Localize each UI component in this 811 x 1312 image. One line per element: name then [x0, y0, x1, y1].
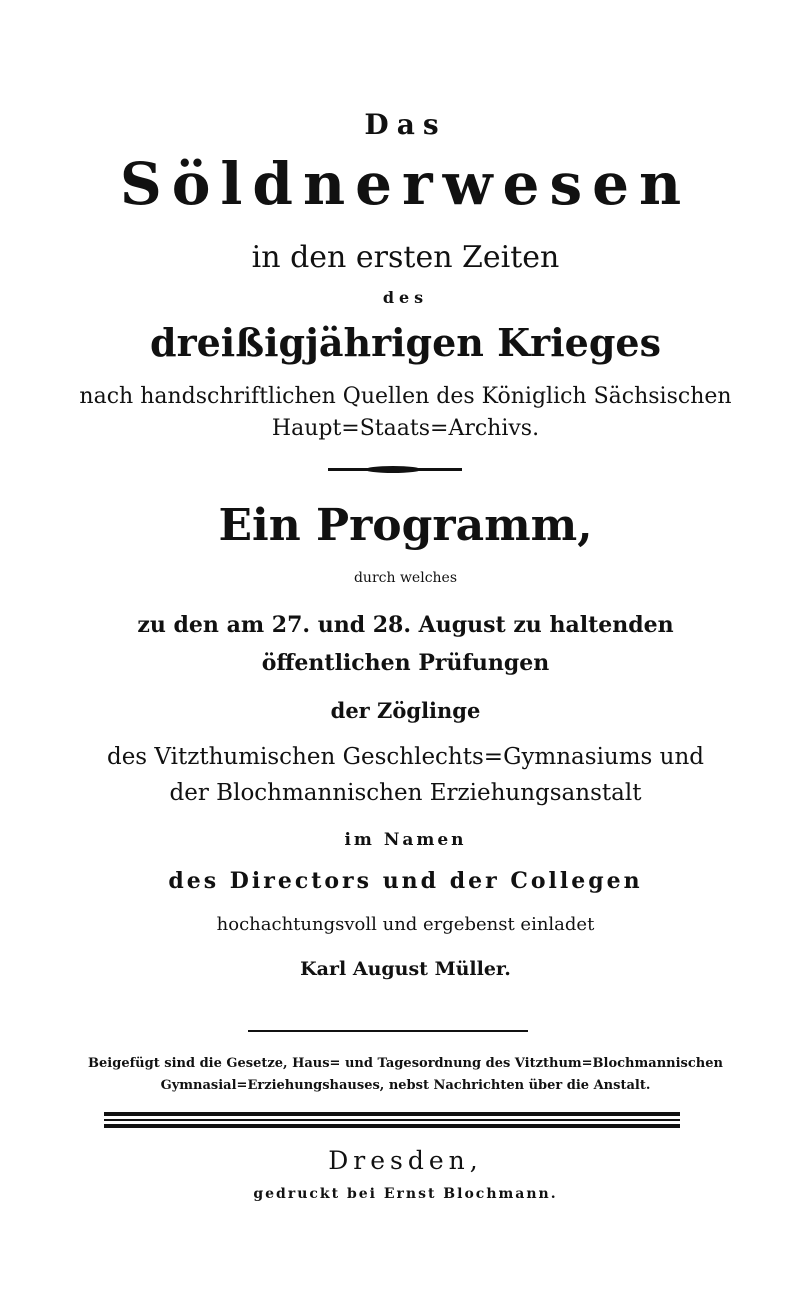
school-line-1: des Vitzthumischen Geschlechts=Gymnasiums und — [106, 744, 705, 770]
thick-rule-middle — [104, 1119, 680, 1121]
programm-heading: Ein Programm, — [218, 500, 593, 551]
heading-das: Das — [364, 108, 447, 141]
divider-2 — [248, 1030, 528, 1032]
durch-welches: durch welches — [353, 570, 458, 586]
subtitle-des: des — [382, 288, 429, 307]
sources-line-2: Haupt=Staats=Archivs. — [271, 416, 540, 441]
invitation-line: hochachtungsvoll und ergebenst einladet — [216, 914, 595, 935]
thick-rule-bottom — [104, 1124, 680, 1128]
thick-rule-top — [104, 1112, 680, 1116]
school-line-2: der Blochmannischen Erziehungsanstalt — [169, 780, 642, 806]
appendix-note-1: Beigefügt sind die Gesetze, Haus= und Tagesordnung des Vitzthum=Blochmannischen — [88, 1056, 723, 1071]
exam-line: öffentlichen Prüfungen — [261, 650, 550, 676]
imprint-place: Dresden, — [328, 1146, 483, 1175]
pupils-line: der Zöglinge — [330, 698, 481, 723]
author-name: Karl August Müller. — [300, 958, 511, 980]
directors-line: des Directors und der Collegen — [168, 868, 643, 894]
imprint-printer: gedruckt bei Ernst Blochmann. — [253, 1186, 558, 1202]
im-namen: im Namen — [344, 830, 467, 850]
sources-line-1: nach handschriftlichen Quellen des Königlich Sächsischen — [79, 384, 732, 409]
subtitle-war: dreißigjährigen Krieges — [150, 320, 661, 365]
subtitle-line-1: in den ersten Zeiten — [251, 240, 560, 275]
exam-date-line: zu den am 27. und 28. August zu haltenden — [137, 612, 674, 638]
appendix-note-2: Gymnasial=Erziehungshauses, nebst Nachrichten über die Anstalt. — [160, 1078, 651, 1093]
divider-1-center — [365, 466, 421, 473]
main-title: Söldnerwesen — [119, 150, 692, 218]
